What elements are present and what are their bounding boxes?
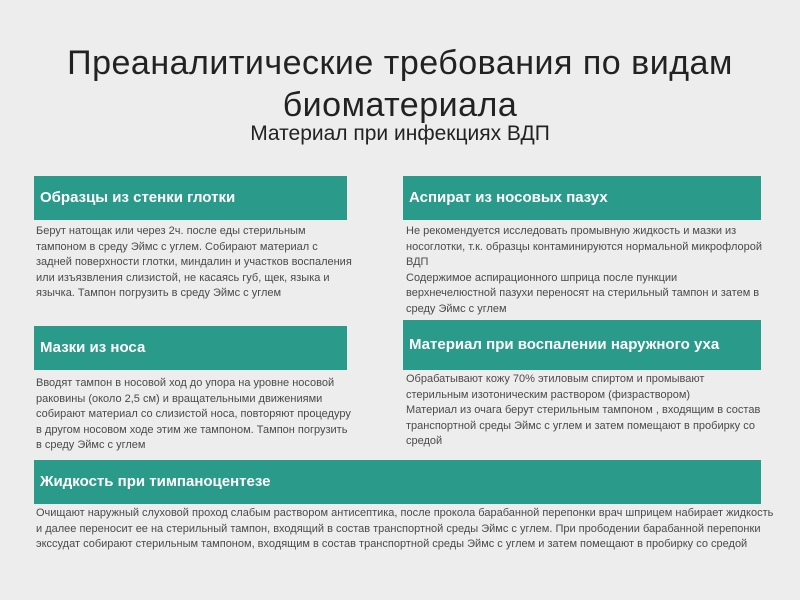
section-title: Образцы из стенки глотки	[40, 189, 236, 206]
section-header-tympanocentesis	[34, 460, 761, 504]
body-paragraph: Обрабатывают кожу 70% этиловым спиртом и промывают стерильным изотоническим раствором (физраствором)	[406, 373, 705, 401]
body-paragraph: Содержимое аспирационного шприца после пункции верхнечелюстной пазухи переносят на стерильный тампон и затем в среду Эймс с углем	[406, 271, 760, 315]
body-paragraph: Материал из очага берут стерильным тампоном , входящим в состав транспортной среды Эймс с углем и затем помещают в пробирку со средой	[406, 404, 761, 447]
body-paragraph: Берут натощак или через 2ч. после еды стерильным тампоном в среду Эймс с углем. Собирают материал с задней поверхности глотки, миндалин и участков воспаления или изъязвления слизистой, не касаясь губ, щек, языка и язычка. Тампон погрузить в среду Эймс с углем	[36, 225, 352, 299]
section-body-ear	[406, 372, 768, 460]
section-body-tympanocentesis	[36, 506, 774, 572]
body-paragraph: Не рекомендуется исследовать промывную жидкость и мазки из носоглотки, т.к. образцы контаминируются нормальной микрофлорой ВДП	[406, 225, 763, 268]
page-title: Преаналитические требования по видам биоматериала	[67, 44, 733, 124]
section-header-sinus	[403, 176, 761, 220]
section-header-nose	[34, 326, 347, 370]
section-header-ear	[403, 320, 761, 370]
section-title: Мазки из носа	[40, 339, 146, 356]
section-title: Материал при воспалении наружного уха	[409, 336, 720, 353]
section-header-throat	[34, 176, 347, 220]
section-body-nose	[36, 376, 354, 456]
section-title: Аспират из носовых пазух	[409, 189, 608, 206]
section-title: Жидкость при тимпаноцентезе	[40, 473, 271, 490]
section-body-throat	[36, 224, 354, 328]
body-paragraph: Вводят тампон в носовой ход до упора на уровне носовой раковины (около 2,5 см) и вращательными движениями собирают материал со слизистой носа, повторяют процедуру в другом носовом ходе этим же тампоном. Тампон погрузить в среду Эймс с углем	[36, 377, 351, 451]
section-body-sinus	[406, 224, 768, 320]
body-paragraph: Очищают наружный слуховой проход слабым раствором антисептика, после прокола барабанной перепонки врач шприцем набирает жидкость и далее переносит ее на стерильный тампон, входящий в состав транспортной среды Эймс с углем. При прободении барабанной перепонки экссудат собирают стерильным тампоном, входящим в состав транспортной среды Эймс с углем и затем помещают в пробирку со средой	[36, 507, 774, 550]
page-subtitle: Материал при инфекциях ВДП	[250, 122, 550, 145]
